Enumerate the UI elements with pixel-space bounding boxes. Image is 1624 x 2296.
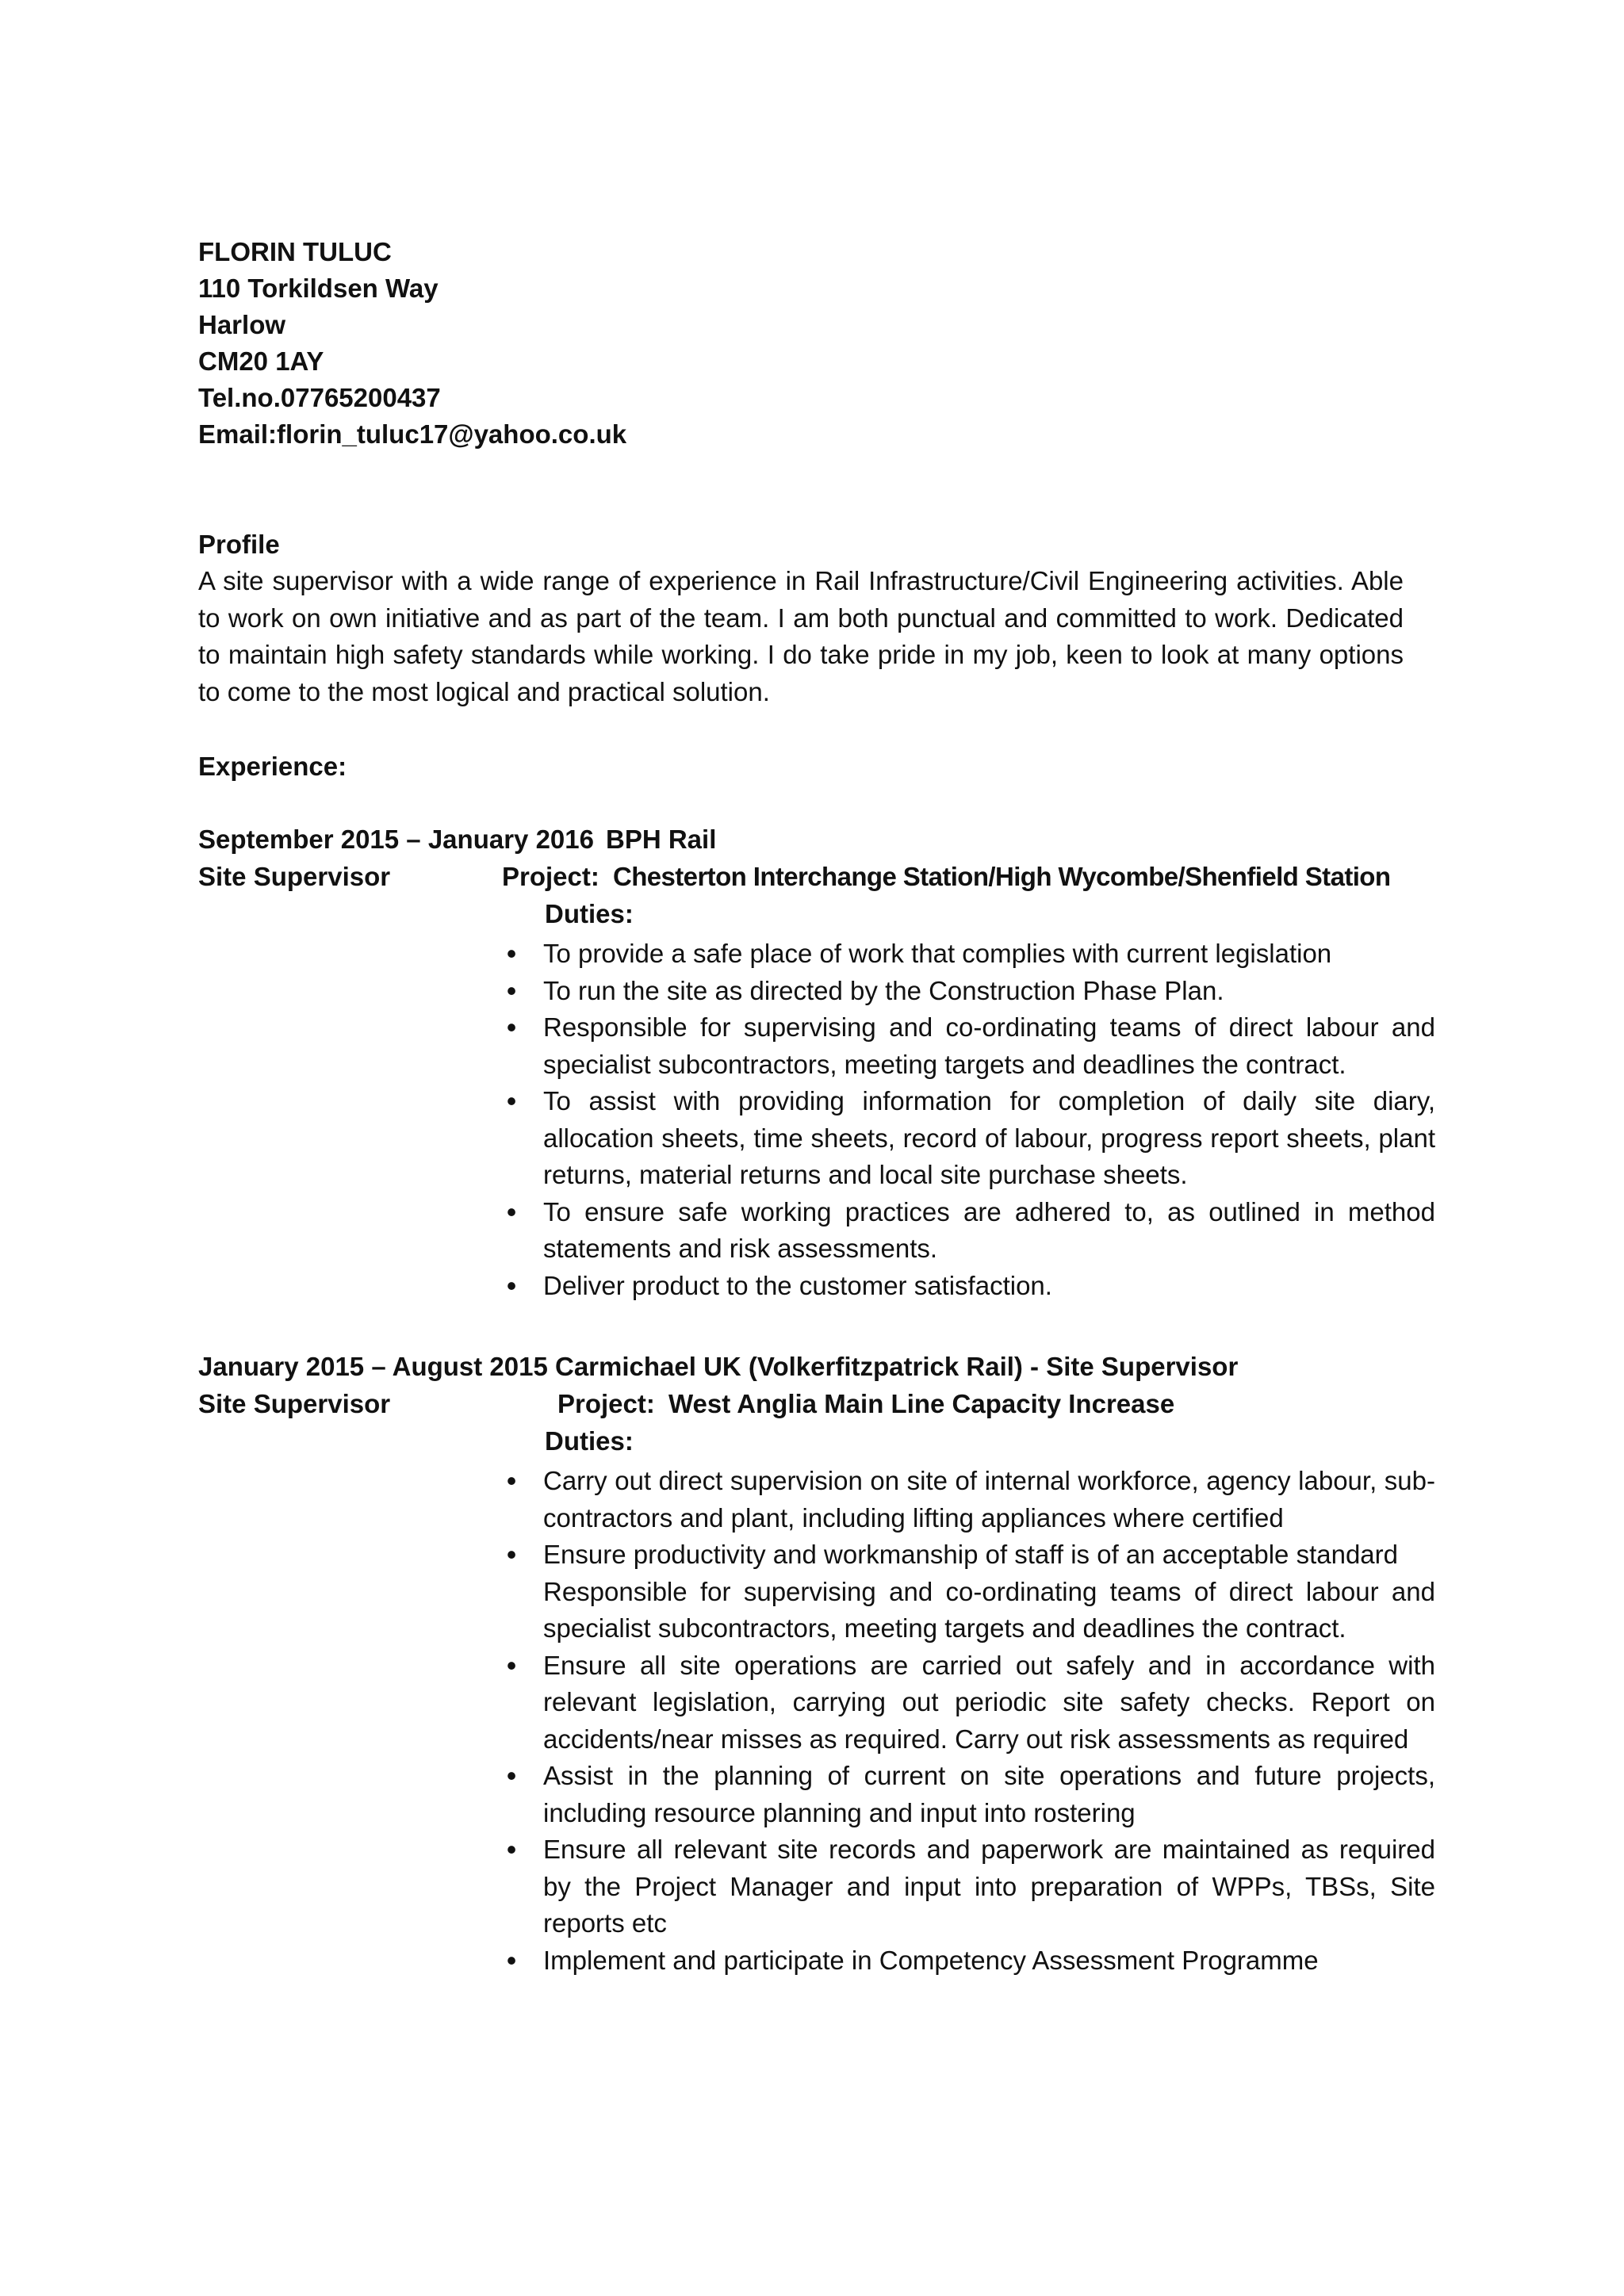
duty-text: Deliver product to the customer satisfaction. xyxy=(543,1270,1052,1300)
duty-text: To ensure safe working practices are adhered to, as outlined in method statements and risk assessments. xyxy=(543,1196,1435,1263)
list-item xyxy=(500,1647,1435,1758)
list-item xyxy=(500,1009,1435,1083)
duty-text: To run the site as directed by the Construction Phase Plan. xyxy=(543,975,1224,1005)
duty-text: Carry out direct supervision on site of internal workforce, agency labour, sub-contractors and plant, including lifting appliances where certified xyxy=(543,1466,1435,1533)
project-name: Chesterton Interchange Station/High Wycombe/Shenfield Station xyxy=(613,862,1391,891)
duty-text: Ensure all relevant site records and paperwork are maintained as required by the Project Manager and input into preparation of WPPs, TBSs, Site reports etc xyxy=(543,1835,1435,1938)
job-role: Site Supervisor xyxy=(198,1389,391,1418)
bullet-icon xyxy=(500,1268,523,1306)
duty-text: Assist in the planning of current on site operations and future projects, including resource planning and input into rostering xyxy=(543,1761,1435,1827)
duty-text: Ensure productivity and workmanship of staff is of an acceptable standard xyxy=(543,1540,1398,1569)
list-item xyxy=(500,1194,1435,1268)
bullet-icon xyxy=(500,1758,523,1796)
bullet-icon xyxy=(500,1194,523,1232)
job-employer: Carmichael UK (Volkerfitzpatrick Rail) - Site Supervisor xyxy=(555,1352,1239,1381)
job-employer: BPH Rail xyxy=(606,825,717,854)
list-item xyxy=(500,1268,1435,1305)
job-period: January 2015 – August 2015 xyxy=(198,1352,548,1381)
duty-text: Implement and participate in Competency Assessment Programme xyxy=(543,1945,1319,1975)
experience-heading: Experience: xyxy=(198,752,347,781)
project-label: Project: xyxy=(502,862,599,891)
bullet-icon xyxy=(500,1831,523,1869)
bullet-icon xyxy=(500,1463,523,1501)
duties-list xyxy=(500,1463,1435,1979)
bullet-icon xyxy=(500,936,523,974)
duties-label: Duties: xyxy=(545,899,634,928)
job-role: Site Supervisor xyxy=(198,862,391,891)
address-city: Harlow xyxy=(198,310,286,339)
list-item xyxy=(500,1463,1435,1536)
duty-text: To assist with providing information for completion of daily site diary, allocation sheets, time sheets, record of labour, progress report sheets, plant returns, material returns and local site purchase sheets. xyxy=(543,1086,1435,1189)
bullet-icon xyxy=(500,1647,523,1686)
project-label: Project: xyxy=(557,1389,655,1418)
list-item xyxy=(500,1758,1435,1831)
address-postcode: CM20 1AY xyxy=(198,346,324,376)
email-address: Email:florin_tuluc17@yahoo.co.uk xyxy=(198,419,627,449)
list-item xyxy=(500,1083,1435,1194)
applicant-name: FLORIN TULUC xyxy=(198,237,392,266)
bullet-icon xyxy=(500,1942,523,1980)
bullet-icon xyxy=(500,1083,523,1121)
bullet-icon xyxy=(500,1009,523,1047)
list-item xyxy=(500,1536,1435,1647)
job-period: September 2015 – January 2016 xyxy=(198,825,594,854)
list-item xyxy=(500,936,1435,973)
profile-text: A site supervisor with a wide range of experience in Rail Infrastructure/Civil Engineering activities. Able to work on own initiative and as part of the team. I am both punctual and committed to work. Dedicated to maintain high safety standards while working. I do take pride in my job, keen to look at many options to come to the most logical and practical solution. xyxy=(198,566,1404,706)
list-item xyxy=(500,1831,1435,1942)
bullet-icon xyxy=(500,1536,523,1575)
list-item xyxy=(500,973,1435,1010)
bullet-icon xyxy=(500,973,523,1011)
profile-heading: Profile xyxy=(198,530,280,559)
duties-label: Duties: xyxy=(545,1426,634,1456)
address-line: 110 Torkildsen Way xyxy=(198,274,439,303)
list-item xyxy=(500,1942,1435,1980)
duty-text: Ensure all site operations are carried out safely and in accordance with relevant legislation, carrying out periodic site safety checks. Report on accidents/near misses as required. Carry out risk assessments as required xyxy=(543,1650,1435,1754)
project-name: West Anglia Main Line Capacity Increase xyxy=(668,1389,1175,1418)
duty-text: Responsible for supervising and co-ordinating teams of direct labour and specialist subcontractors, meeting targets and deadlines the contract. xyxy=(543,1012,1435,1079)
phone-number: Tel.no.07765200437 xyxy=(198,383,441,412)
duties-list xyxy=(500,936,1435,1304)
duty-text: To provide a safe place of work that complies with current legislation xyxy=(543,939,1332,968)
duty-continuation-text: Responsible for supervising and co-ordinating teams of direct labour and specialist subcontractors, meeting targets and deadlines the contract. xyxy=(543,1576,1435,1643)
